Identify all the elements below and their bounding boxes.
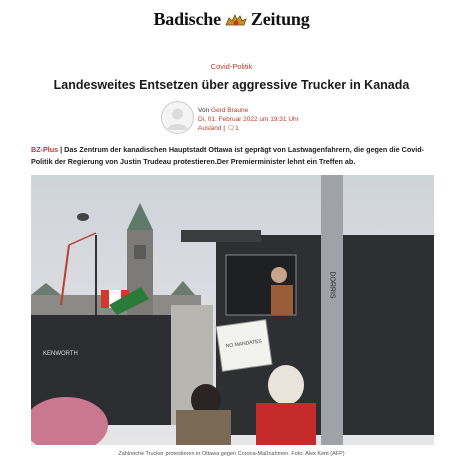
avatar-placeholder-icon <box>162 102 193 133</box>
article-photo[interactable] <box>31 175 434 445</box>
article-byline <box>198 106 299 133</box>
truck-door-text: DORRIS <box>328 271 336 299</box>
article-lead <box>31 144 436 167</box>
article-date: Di, 01. Februar 2022 um 19:31 Uhr <box>198 116 299 123</box>
truck-brand-text: KENWORTH <box>43 351 78 357</box>
masthead-right: Zeitung <box>250 9 310 29</box>
lead-separator: | <box>58 145 65 154</box>
category-link[interactable]: Ausland <box>198 125 222 132</box>
article-rubric[interactable]: Covid-Politik <box>210 62 253 71</box>
masthead-logo[interactable] <box>0 9 463 33</box>
comment-count: 1 <box>235 125 239 132</box>
lead-text: Das Zentrum der kanadischen Hauptstadt Ottawa ist geprägt von Lastwagenfahrern, die gegen die Covid-Politik der Regierung von Justin Trudeau protestieren.Der Premierminister lehnt ein Treffen ab. <box>31 145 425 166</box>
photo-caption: Zahlreiche Trucker protestieren in Ottawa gegen Corona-Maßnahmen. Foto: Alex Kent (AFP) <box>118 451 345 457</box>
author-link[interactable]: Gerd Braune <box>211 107 249 114</box>
author-prefix: Von <box>198 107 212 114</box>
trucker-protest-photo <box>31 175 434 445</box>
byline-separator: | <box>221 125 227 132</box>
griffin-crest-icon <box>223 12 249 33</box>
comments-link[interactable] <box>227 125 239 132</box>
protest-sign-text: NO MANDATES <box>225 338 263 350</box>
author-avatar[interactable] <box>161 101 194 134</box>
bz-plus-badge: BZ-Plus <box>31 145 59 154</box>
masthead-left: Badische <box>153 9 221 29</box>
article-headline: Landesweites Entsetzen über aggressive Trucker in Kanada <box>53 78 410 92</box>
comment-bubble-icon: 🗨 <box>226 125 236 132</box>
